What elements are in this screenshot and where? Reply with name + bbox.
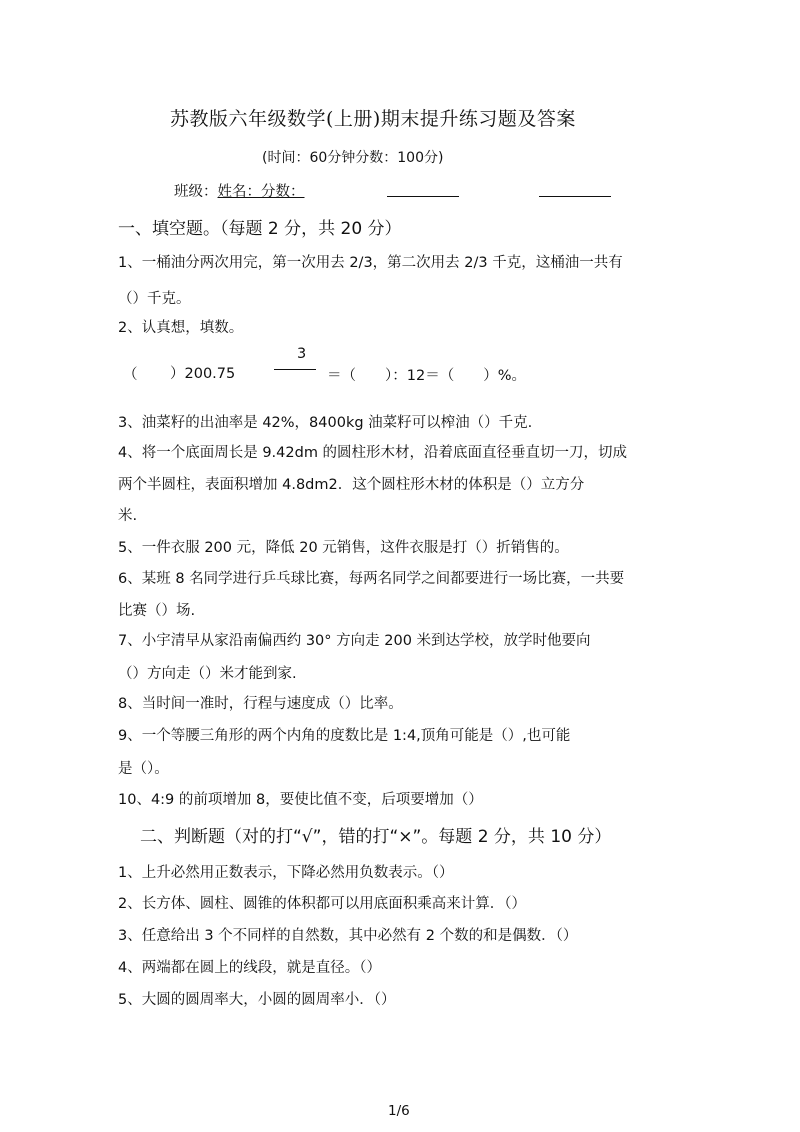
question-6-line-1: 6、某班 8 名同学进行乒乓球比赛，每两名同学之间都要进行一场比赛，一共要 bbox=[118, 571, 625, 587]
score-blank bbox=[539, 196, 611, 197]
question-2-ratio-percent: ＝（ ）：12＝（ ）%。 bbox=[327, 368, 526, 384]
exam-time-score: (时间：60分钟分数：100分) bbox=[262, 150, 444, 166]
student-info-line bbox=[174, 180, 305, 201]
question-7-line-1: 7、小宇清早从家沿南偏西约 30° 方向走 200 米到达学校，放学时他要向 bbox=[118, 633, 591, 649]
tf-question-2: 2、长方体、圆柱、圆锥的体积都可以用底面积乘高来计算．（） bbox=[118, 896, 526, 912]
question-1-line-2: （）千克。 bbox=[118, 291, 191, 307]
question-6-line-2: 比赛（）场. bbox=[118, 603, 196, 619]
question-10: 10、4:9 的前项增加 8，要使比值不变，后项要增加（） bbox=[118, 792, 483, 808]
question-7-line-2: （）方向走（）米才能到家. bbox=[118, 666, 297, 682]
fraction-numerator: 3 bbox=[297, 346, 307, 362]
question-2-line-1: 2、认真想，填数。 bbox=[118, 320, 244, 336]
question-3: 3、油菜籽的出油率是 42%，8400kg 油菜籽可以榨油（）千克. bbox=[118, 415, 533, 431]
question-1-line-1: 1、一桶油分两次用完，第一次用去 2/3，第二次用去 2/3 千克，这桶油一共有 bbox=[118, 255, 623, 271]
tf-question-3: 3、任意给出 3 个不同样的自然数，其中必然有 2 个数的和是偶数．（） bbox=[118, 928, 578, 944]
tf-question-1: 1、上升必然用正数表示，下降必然用负数表示。（） bbox=[118, 865, 454, 881]
question-5: 5、一件衣服 200 元，降低 20 元销售，这件衣服是打（）折销售的。 bbox=[118, 540, 569, 556]
question-4-line-3: 米. bbox=[118, 508, 138, 524]
question-2-value: ）200.75 bbox=[170, 366, 236, 382]
class-label: 班级： bbox=[174, 184, 218, 200]
name-blank bbox=[387, 196, 459, 197]
fraction-bar bbox=[274, 369, 316, 370]
question-4-line-1: 4、将一个底面周长是 9.42dm 的圆柱形木材，沿着底面直径垂直切一刀，切成 bbox=[118, 445, 628, 461]
name-score-label: 姓名：分数： bbox=[217, 184, 305, 200]
question-9-line-2: 是（）。 bbox=[118, 761, 169, 777]
tf-question-5: 5、大圆的圆周率大，小圆的圆周率小．（） bbox=[118, 992, 396, 1008]
question-2-open-paren: （ bbox=[123, 367, 138, 383]
section-heading-fill-in: 一、填空题。（每题 2 分，共 20 分） bbox=[118, 219, 402, 239]
page-number: 1/6 bbox=[388, 1103, 410, 1119]
section-heading-true-false: 二、判断题（对的打“√”，错的打“×”。每题 2 分，共 10 分） bbox=[140, 827, 612, 847]
question-8: 8、当时间一准时，行程与速度成（）比率。 bbox=[118, 696, 403, 712]
question-9-line-1: 9、一个等腰三角形的两个内角的度数比是 1:4,顶角可能是（）,也可能 bbox=[118, 728, 571, 744]
question-4-line-2: 两个半圆柱，表面积增加 4.8dm2．这个圆柱形木材的体积是（）立方分 bbox=[118, 477, 585, 493]
tf-question-4: 4、两端都在圆上的线段，就是直径。（） bbox=[118, 960, 381, 976]
document-title: 苏教版六年级数学(上册)期末提升练习题及答案 bbox=[170, 108, 576, 130]
